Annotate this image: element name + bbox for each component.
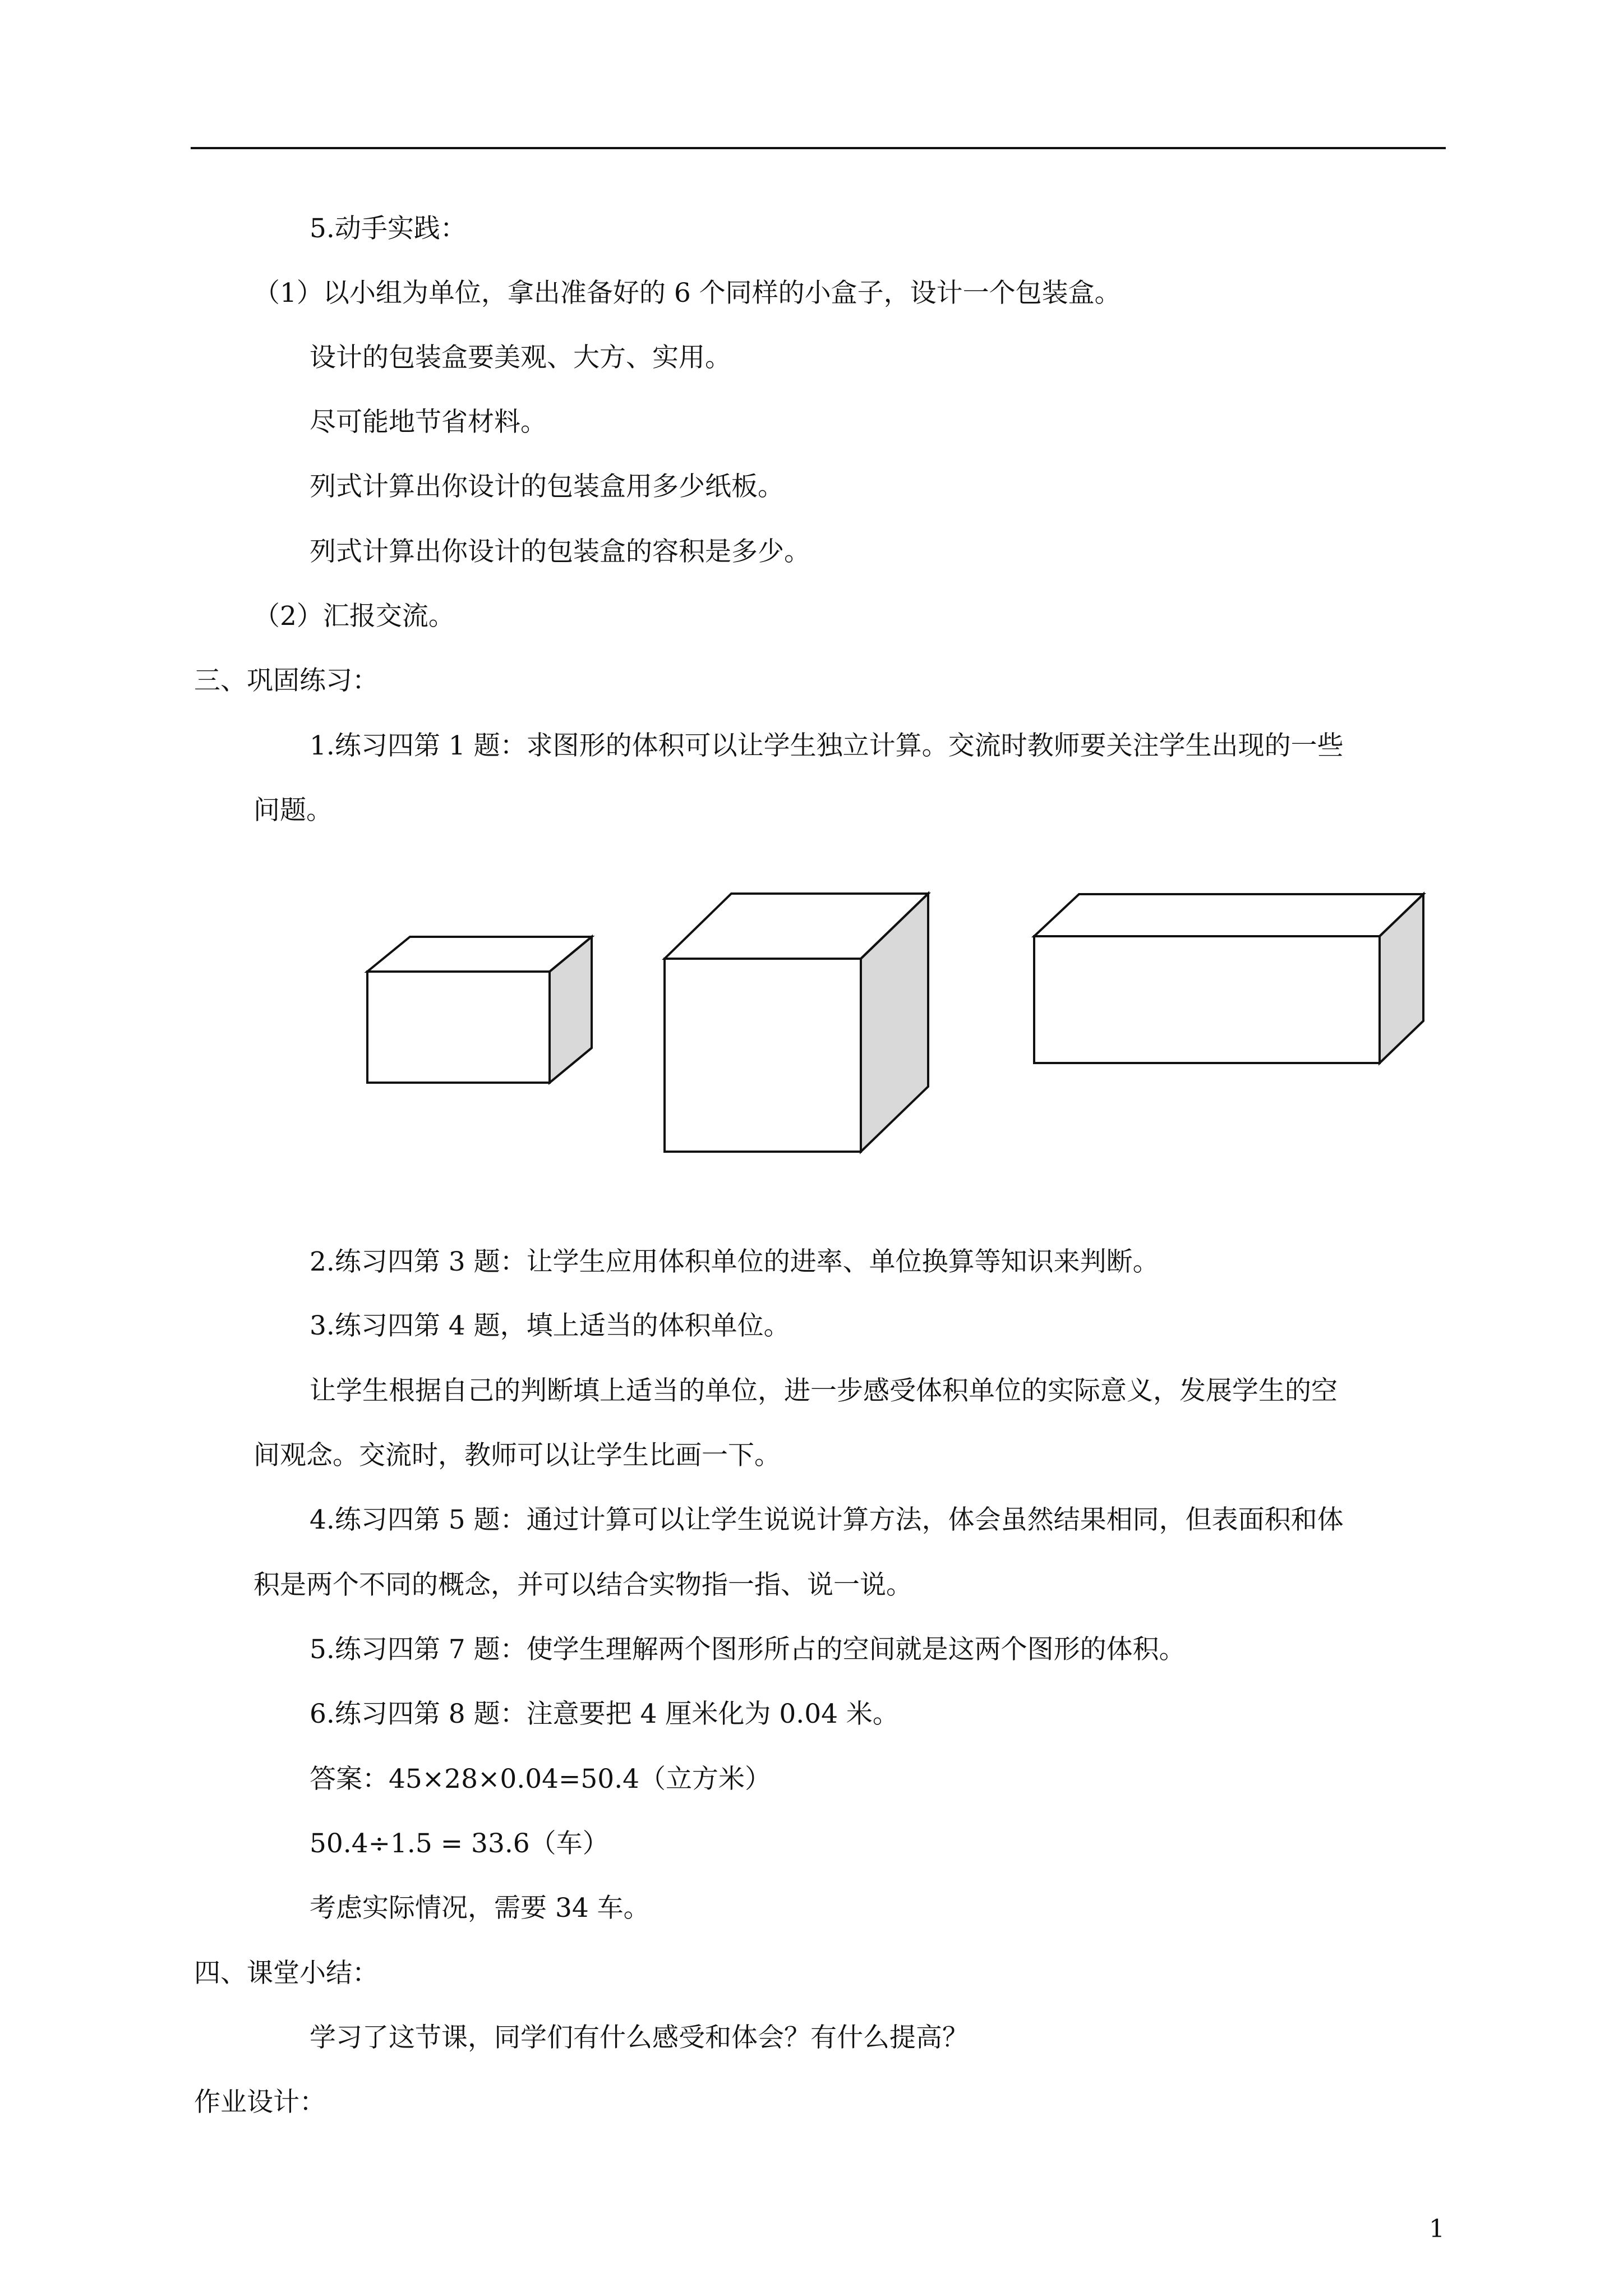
text-line: 积是两个不同的概念，并可以结合实物指一指、说一说。: [253, 1570, 912, 1600]
text-line: 间观念。交流时，教师可以让学生比画一下。: [253, 1440, 781, 1471]
text-line: 列式计算出你设计的包装盒的容积是多少。: [310, 536, 810, 567]
text-line: 让学生根据自己的判断填上适当的单位，进一步感受体积单位的实际意义，发展学生的空: [310, 1375, 1338, 1406]
page-number: 1: [1429, 2215, 1445, 2243]
text-line: 5.动手实践：: [310, 213, 467, 244]
text-line: 考虑实际情况，需要 34 车。: [310, 1893, 650, 1924]
text-line: 2.练习四第 3 题：让学生应用体积单位的进率、单位换算等知识来判断。: [310, 1246, 1159, 1277]
box-2-front-face: [665, 959, 861, 1152]
section-heading: 三、巩固练习：: [194, 665, 379, 696]
box-3-side-face: [1380, 894, 1423, 1063]
text-line: 设计的包装盒要美观、大方、实用。: [310, 342, 731, 373]
section-heading: 作业设计：: [194, 2087, 326, 2118]
text-line: 列式计算出你设计的包装盒用多少纸板。: [310, 471, 784, 502]
text-line: （2）汇报交流。: [253, 601, 455, 632]
text-line: 答案：45×28×0.04=50.4（立方米）: [310, 1764, 772, 1795]
text-line: 6.练习四第 8 题：注意要把 4 厘米化为 0.04 米。: [310, 1699, 899, 1729]
text-line: 4.练习四第 5 题：通过计算可以让学生说说计算方法，体会虽然结果相同，但表面积和体: [310, 1504, 1344, 1535]
text-line: 问题。: [253, 795, 333, 826]
text-line: 5.练习四第 7 题：使学生理解两个图形所占的空间就是这两个图形的体积。: [310, 1634, 1186, 1665]
text-line: 学习了这节课，同学们有什么感受和体会？有什么提高？: [310, 2022, 969, 2053]
box-2-side-face: [861, 894, 928, 1152]
box-1-side-face: [550, 937, 592, 1083]
text-line: 1.练习四第 1 题：求图形的体积可以让学生独立计算。交流时教师要关注学生出现的一些: [310, 730, 1344, 761]
box-3-front-face: [1034, 936, 1380, 1063]
section-heading: 四、课堂小结：: [194, 1958, 379, 1989]
box-1-front-face: [367, 972, 550, 1083]
text-line: 50.4÷1.5 = 33.6（车）: [310, 1828, 609, 1859]
text-line: 3.练习四第 4 题，填上适当的体积单位。: [310, 1310, 790, 1341]
box-3-top-face: [1034, 894, 1423, 936]
text-line: （1）以小组为单位，拿出准备好的 6 个同样的小盒子，设计一个包装盒。: [253, 278, 1121, 309]
text-line: 尽可能地节省材料。: [310, 407, 547, 438]
